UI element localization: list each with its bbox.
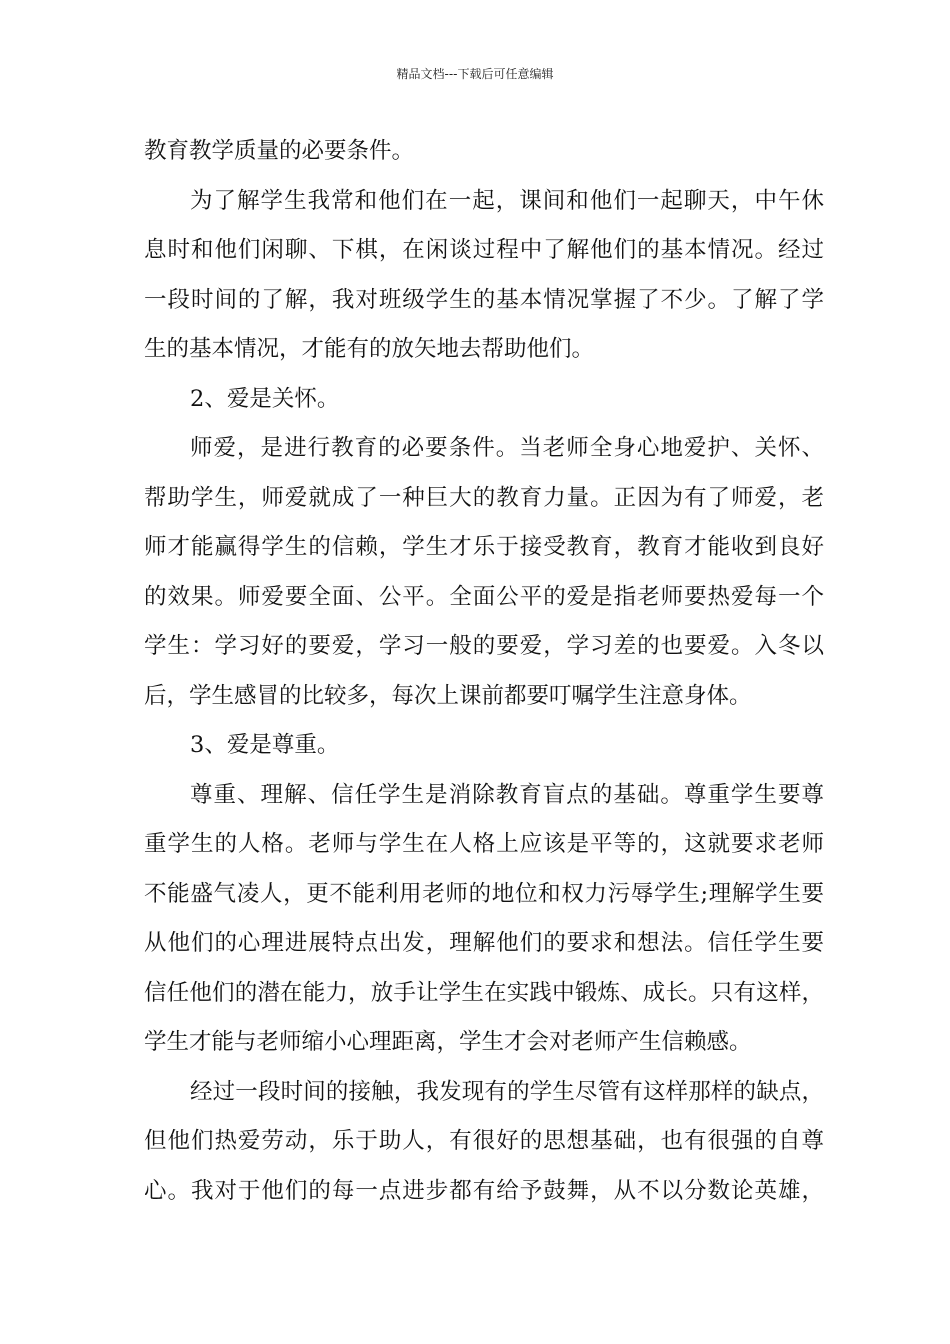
- text-line: 心。我对于他们的每一点进步都有给予鼓舞，从不以分数论英雄，: [144, 1177, 824, 1204]
- text-line: 后，学生感冒的比较多，每次上课前都要叮嘱学生注意身体。: [144, 682, 752, 709]
- text-line: 从他们的心理进展特点出发，理解他们的要求和想法。信任学生要: [144, 930, 824, 956]
- text-line: 学生才能与老师缩小心理距离，学生才会对老师产生信赖感。: [144, 1029, 752, 1055]
- text-line: 师爱，是进行教育的必要条件。当老师全身心地爱护、关怀、: [190, 435, 824, 461]
- text-line: 不能盛气凌人，更不能利用老师的地位和权力污辱学生;理解学生要: [144, 880, 824, 907]
- text-line: 息时和他们闲聊、下棋，在闲谈过程中了解他们的基本情况。经过: [144, 237, 824, 263]
- document-body: [144, 127, 824, 1216]
- section-heading: 2、爱是关怀。: [190, 385, 340, 412]
- text-line: 尊重、理解、信任学生是消除教育盲点的基础。尊重学生要尊: [190, 781, 824, 808]
- text-line: 生的基本情况，才能有的放矢地去帮助他们。: [144, 336, 595, 362]
- text-line: 一段时间的了解，我对班级学生的基本情况掌握了不少。了解了学: [144, 286, 824, 313]
- text-line: 为了解学生我常和他们在一起，课间和他们一起聊天，中午休: [190, 187, 824, 214]
- text-line: 师才能赢得学生的信赖，学生才乐于接受教育，教育才能收到良好: [144, 534, 824, 560]
- text-line: 帮助学生，师爱就成了一种巨大的教育力量。正因为有了师爱，老: [144, 484, 824, 511]
- text-line: 信任他们的潜在能力，放手让学生在实践中锻炼、成长。只有这样，: [144, 979, 824, 1006]
- text-line: 但他们热爱劳动，乐于助人，有很好的思想基础，也有很强的自尊: [144, 1128, 824, 1154]
- text-line: 教育教学质量的必要条件。: [144, 138, 415, 164]
- text-line: 重学生的人格。老师与学生在人格上应该是平等的，这就要求老师: [144, 831, 824, 857]
- text-line: 的效果。师爱要全面、公平。全面公平的爱是指老师要热爱每一个: [144, 583, 824, 610]
- text-line: 学生：学习好的要爱，学习一般的要爱，学习差的也要爱。入冬以: [144, 633, 824, 659]
- section-heading: 3、爱是尊重。: [190, 732, 340, 758]
- page-header: 精品文档---下载后可任意编辑: [396, 67, 554, 81]
- text-line: 经过一段时间的接触，我发现有的学生尽管有这样那样的缺点，: [190, 1078, 824, 1105]
